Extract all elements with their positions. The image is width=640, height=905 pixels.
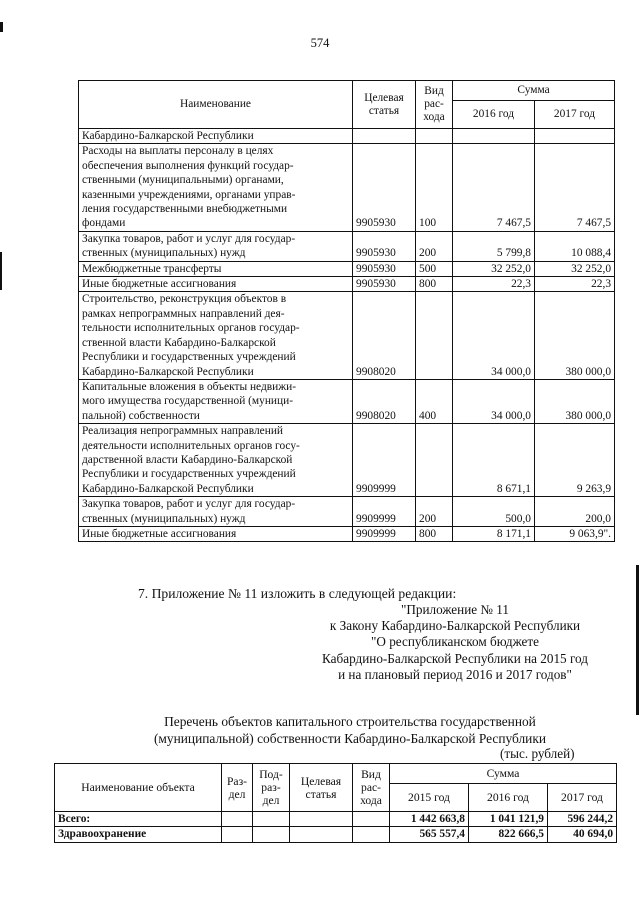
header-section-line2: дел	[228, 787, 246, 801]
row-code: 9905930	[353, 144, 416, 231]
row-name-line: Капитальные вложения в объекты недвижи-	[82, 380, 296, 393]
header-sum: Сумма	[453, 81, 615, 101]
header-kind-line3: хода	[423, 111, 445, 123]
table-row	[79, 144, 615, 231]
list-title-line: Перечень объектов капитального строительства государственной	[164, 714, 536, 729]
appendix-line: к Закону Кабардино-Балкарской Республики	[329, 618, 581, 634]
row-name	[79, 231, 353, 261]
table-row	[79, 129, 615, 144]
row-amount-2016: 7 467,5	[453, 144, 535, 231]
row-amount-2017: 10 088,4	[535, 231, 615, 261]
row-kind	[416, 129, 453, 144]
row-subsection	[253, 812, 290, 827]
header-year-1: 2016 год	[453, 101, 535, 129]
row-name-line: ственными (муниципальными) органами,	[82, 174, 284, 187]
row-kind: 200	[416, 497, 453, 527]
appendix-line: "О республиканском бюджете	[370, 634, 540, 650]
scan-mark-right	[636, 565, 639, 715]
row-section	[222, 812, 253, 827]
row-amount-2017: 7 467,5	[535, 144, 615, 231]
row-name-line: фондами	[82, 217, 126, 230]
row-code	[353, 129, 416, 144]
appendix-line: и на плановый период 2016 и 2017 годов"	[338, 666, 572, 682]
page-number: 574	[310, 36, 330, 50]
row-code: 9905930	[353, 277, 416, 292]
header-sum: Сумма	[390, 764, 617, 784]
row-name-line: Реализация непрограммных направлений	[82, 425, 284, 438]
table-row	[79, 231, 615, 261]
appendix-line: Кабардино-Балкарской Республики на 2015 год	[322, 650, 588, 666]
row-name-line: Кабардино-Балкарской Республики	[82, 365, 254, 378]
appendix-line: "Приложение № 11	[400, 602, 510, 617]
scan-mark-left-bottom	[0, 252, 2, 290]
row-name: Здравоохранение	[55, 827, 222, 842]
row-code: 9909999	[353, 526, 416, 541]
row-amount-2016: 5 799,8	[453, 231, 535, 261]
row-amount-2017: 380 000,0	[535, 292, 615, 379]
row-code	[290, 827, 353, 842]
row-amount-2016: 500,0	[453, 497, 535, 527]
amendment-paragraph: 7. Приложение № 11 изложить в следующей редакции:	[138, 586, 457, 601]
header-kind-line3: хода	[360, 794, 382, 807]
row-kind: 500	[416, 261, 453, 276]
row-code: 9909999	[353, 424, 416, 497]
row-name	[79, 379, 353, 423]
header-code	[353, 81, 416, 129]
row-name-line: мого имущества государственной (муници-	[82, 395, 294, 408]
row-name	[79, 129, 353, 144]
header-section	[222, 764, 253, 812]
header-year-2: 2016 год	[469, 784, 548, 812]
header-code-line2: статья	[305, 787, 337, 801]
row-name-line: Республики и государственных учреждений	[82, 351, 296, 364]
row-name: Всего:	[55, 812, 222, 827]
row-amount-2017: 596 244,2	[548, 812, 617, 827]
header-kind-line1: Вид	[424, 85, 444, 97]
row-kind: 800	[416, 526, 453, 541]
table-row	[79, 277, 615, 292]
row-section	[222, 827, 253, 842]
header-kind	[353, 764, 390, 812]
row-name	[79, 497, 353, 527]
row-kind	[353, 827, 390, 842]
row-amount-2015: 565 557,4	[390, 827, 469, 842]
scan-mark-left-top	[0, 22, 3, 32]
appendix-header	[300, 602, 610, 683]
list-title	[80, 714, 620, 747]
header-year-1: 2015 год	[390, 784, 469, 812]
row-name-line: ственных (муниципальных) нужд	[82, 247, 246, 260]
row-name-line: ственных (муниципальных) нужд	[82, 512, 246, 525]
row-amount-2017	[535, 129, 615, 144]
row-amount-2017: 200,0	[535, 497, 615, 527]
header-section-line1: Раз-	[226, 774, 248, 788]
row-amount-2016: 34 000,0	[453, 379, 535, 423]
row-amount-2017: 22,3	[535, 277, 615, 292]
row-amount-2017: 9 263,9	[535, 424, 615, 497]
header-subsection-line2: раз-	[261, 781, 281, 794]
row-name-line: тельности исполнительных органов государ-	[82, 322, 300, 335]
header-kind-line2: рас-	[361, 781, 381, 794]
row-code: 9905930	[353, 231, 416, 261]
row-amount-2015: 1 442 663,8	[390, 812, 469, 827]
row-name	[79, 261, 353, 276]
row-name-line: Закупка товаров, работ и услуг для государ-	[82, 498, 296, 511]
header-kind-line1: Вид	[361, 768, 381, 781]
header-name: Наименование	[79, 81, 353, 129]
header-code	[290, 764, 353, 812]
row-name-line: казенными учреждениями, органами управ-	[82, 188, 296, 201]
row-name-line: Межбюджетные трансферты	[82, 262, 222, 275]
row-amount-2017: 32 252,0	[535, 261, 615, 276]
row-name-line: Кабардино-Балкарской Республики	[82, 130, 254, 142]
header-subsection-line3: дел	[262, 794, 280, 807]
row-amount-2017: 9 063,9".	[535, 526, 615, 541]
row-code: 9908020	[353, 292, 416, 379]
header-object-name: Наименование объекта	[55, 764, 222, 812]
row-name-line: деятельности исполнительных органов госу-	[82, 439, 300, 452]
row-amount-2016	[453, 129, 535, 144]
row-amount-2016: 22,3	[453, 277, 535, 292]
row-amount-2016: 32 252,0	[453, 261, 535, 276]
row-name	[79, 424, 353, 497]
row-kind	[416, 424, 453, 497]
row-kind: 200	[416, 231, 453, 261]
row-code: 9905930	[353, 261, 416, 276]
row-name	[79, 526, 353, 541]
row-kind	[416, 292, 453, 379]
header-subsection-line1: Под-	[259, 768, 283, 781]
row-subsection	[253, 827, 290, 842]
row-name-line: Закупка товаров, работ и услуг для государ-	[82, 232, 296, 245]
row-amount-2016: 1 041 121,9	[469, 812, 548, 827]
row-amount-2016: 8 171,1	[453, 526, 535, 541]
table-row	[79, 379, 615, 423]
header-year-2: 2017 год	[535, 101, 615, 129]
budget-table	[78, 80, 615, 542]
table-row	[79, 497, 615, 527]
table-row	[79, 261, 615, 276]
table-row	[55, 827, 617, 842]
row-code	[290, 812, 353, 827]
row-amount-2017: 380 000,0	[535, 379, 615, 423]
row-name	[79, 292, 353, 379]
header-year-3: 2017 год	[548, 784, 617, 812]
list-title-line: (муниципальной) собственности Кабардино-Балкарской Республики	[153, 730, 547, 746]
row-amount-2016: 34 000,0	[453, 292, 535, 379]
row-kind: 800	[416, 277, 453, 292]
row-name-line: Республики и государственных учреждений	[82, 468, 296, 481]
row-name-line: Строительство, реконструкция объектов в	[82, 293, 287, 306]
row-name-line: ственной власти Кабардино-Балкарской	[82, 336, 276, 349]
row-name	[79, 277, 353, 292]
header-kind	[416, 81, 453, 129]
row-name-line: пальной) собственности	[82, 409, 200, 422]
row-amount-2016: 8 671,1	[453, 424, 535, 497]
row-code: 9909999	[353, 497, 416, 527]
units-label: (тыс. рублей)	[500, 746, 575, 761]
row-name-line: ления государственными внебюджетными	[82, 203, 288, 216]
header-subsection	[253, 764, 290, 812]
row-amount-2017: 40 694,0	[548, 827, 617, 842]
table-row	[79, 292, 615, 379]
row-amount-2016: 822 666,5	[469, 827, 548, 842]
row-code: 9908020	[353, 379, 416, 423]
row-name-line: обеспечения выполнения функций государ-	[82, 159, 294, 172]
row-name-line: Иные бюджетные ассигнования	[82, 527, 237, 540]
header-code-line1: Целевая	[300, 774, 342, 788]
header-kind-line2: рас-	[424, 98, 444, 110]
table-row	[79, 424, 615, 497]
row-name-line: Кабардино-Балкарской Республики	[82, 482, 254, 495]
row-name	[79, 144, 353, 231]
row-kind	[353, 812, 390, 827]
capital-objects-table	[54, 763, 617, 843]
header-code-line1: Целевая	[364, 91, 404, 104]
row-name-line: Иные бюджетные ассигнования	[82, 278, 237, 291]
header-code-line2: статья	[368, 104, 400, 117]
row-name-line: рамках непрограммных направлений дея-	[82, 307, 285, 320]
row-name-line: Расходы на выплаты персоналу в целях	[82, 145, 274, 158]
row-kind: 100	[416, 144, 453, 231]
table-row	[55, 812, 617, 827]
row-kind: 400	[416, 379, 453, 423]
table-row	[79, 526, 615, 541]
row-name-line: дарственной власти Кабардино-Балкарской	[82, 453, 293, 466]
